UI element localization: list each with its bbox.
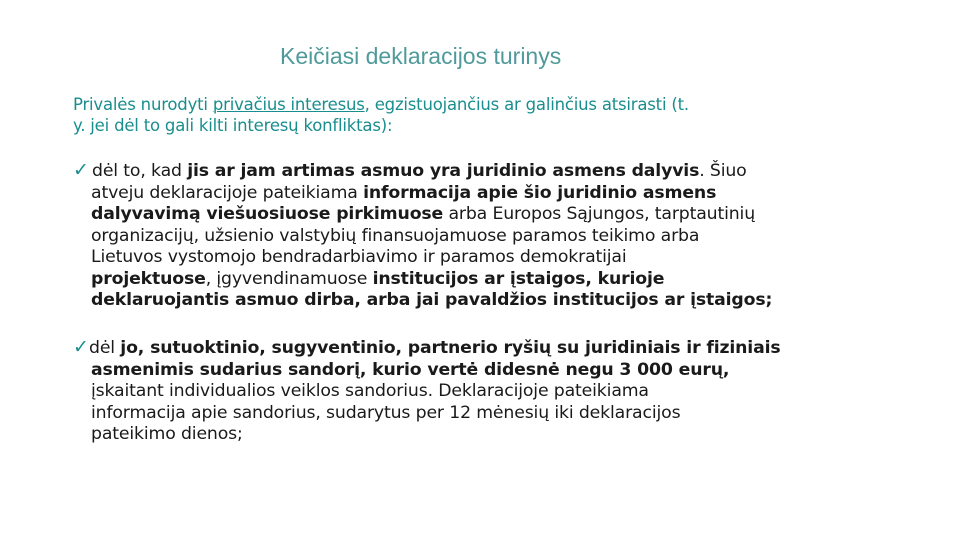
bullet-line: asmenimis sudarius sandorį, kurio vertė didesnė negu 3 000 eurų, [91, 359, 730, 380]
bullet-item-transactions [73, 337, 893, 446]
bullet-text: arba Europos Sąjungos, tarptautinių [443, 204, 756, 224]
bullet-bold-text: dalyvavimą viešuosiuose pirkimuose [91, 204, 444, 224]
intro-line-2: y. jei dėl to gali kilti interesų konfliktas): [73, 116, 393, 135]
bullet-line [73, 337, 893, 360]
bullet-item-legal-entity [73, 160, 893, 312]
bullet-bold-text: institucijos ar įstaigos, kurioje [372, 268, 665, 289]
bullet-bold-text: projektuose [91, 268, 206, 289]
bullet-line [73, 204, 893, 226]
bullet-line [73, 160, 893, 183]
bullet-line: pateikimo dienos; [91, 424, 243, 444]
intro-paragraph [73, 94, 923, 136]
bullet-line: įskaitant individualios veiklos sandorius. Deklaracijoje pateikiama [91, 381, 649, 401]
bullet-line: deklaruojantis asmuo dirba, arba jai pavaldžios institucijos ar įstaigos; [91, 290, 773, 310]
bullet-text: dėl to, kad [92, 161, 188, 181]
bullet-line: Lietuvos vystomojo bendradarbiavimo ir paramos demokratijai [91, 247, 627, 267]
bullet-text: . Šiuo [699, 161, 747, 181]
intro-text: , egzistuojančius ar galinčius atsirasti (t. [364, 95, 689, 114]
bullet-bold-text: informacija apie šio juridinio asmens [363, 182, 717, 203]
intro-text: Privalės nurodyti [73, 95, 213, 114]
bullet-text: , įgyvendinamuose [205, 268, 373, 289]
bullet-line: informacija apie sandorius, sudarytus per 12 mėnesių iki deklaracijos [91, 402, 681, 423]
bullet-line [73, 269, 893, 291]
bullet-line: organizacijų, užsienio valstybių finansuojamuose paramos teikimo arba [91, 225, 700, 246]
bullet-bold-text: jis ar jam artimas asmuo yra juridinio asmens dalyvis [187, 161, 700, 181]
intro-underlined-term: privačius interesus [212, 95, 365, 114]
intro-line-1 [73, 95, 689, 114]
bullet-text: atveju deklaracijoje pateikiama [91, 182, 364, 203]
bullet-line [73, 183, 893, 205]
bullet-text: dėl [89, 338, 121, 358]
checkmark-icon: ✓ [73, 336, 89, 358]
slide-title: Keičiasi deklaracijos turinys [280, 43, 562, 69]
checkmark-icon: ✓ [73, 159, 89, 181]
bullet-bold-text: jo, sutuoktinio, sugyventinio, partnerio ryšių su juridiniais ir fiziniais [120, 338, 781, 358]
